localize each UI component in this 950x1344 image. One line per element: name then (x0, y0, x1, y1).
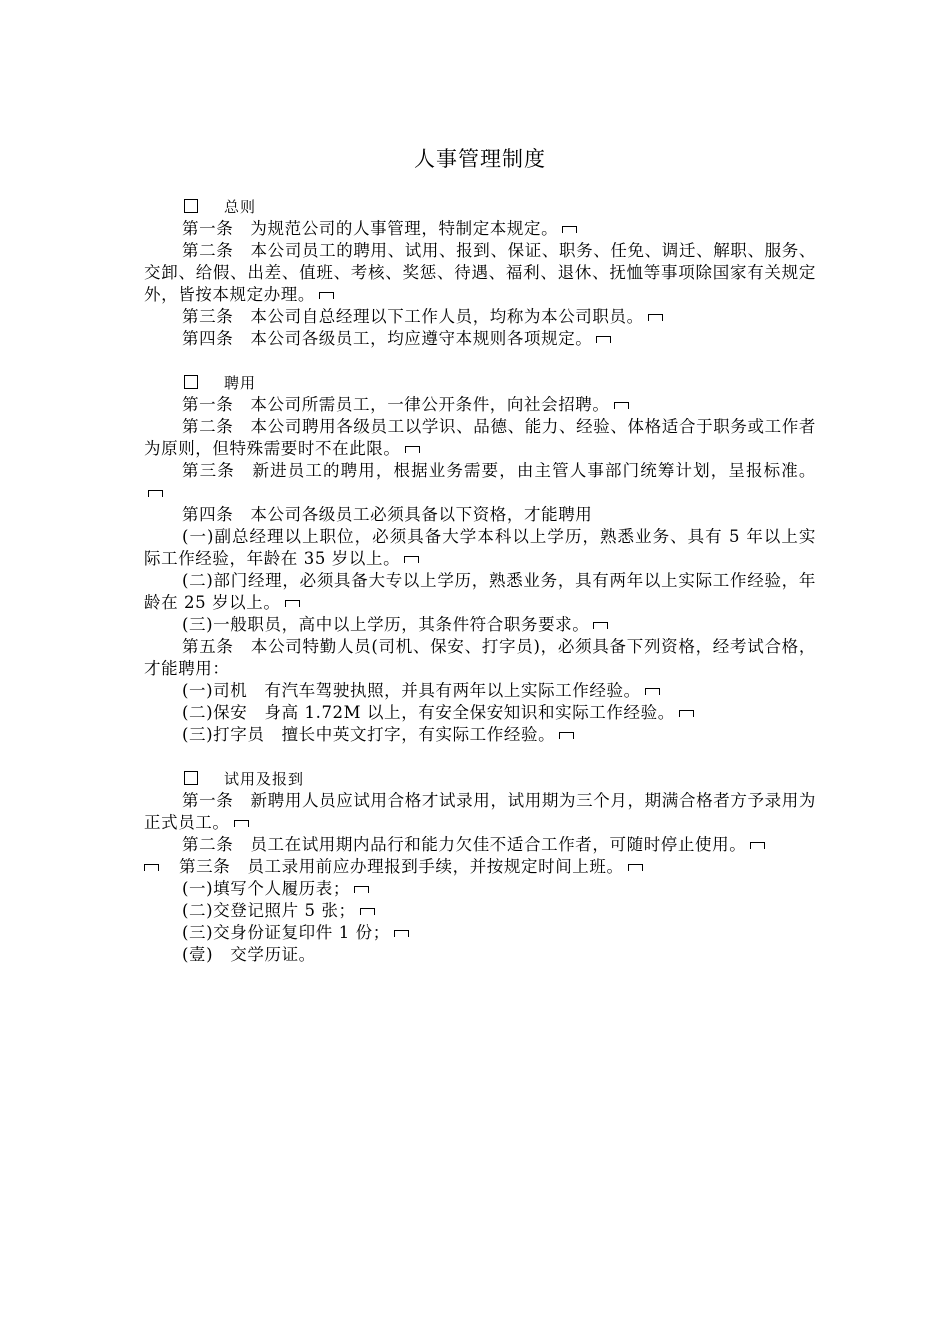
paragraph-mark-icon (144, 864, 159, 871)
article-text: (一)填写个人履历表； (182, 879, 350, 898)
paragraph-mark-icon (405, 446, 420, 453)
paragraph-mark-icon (360, 908, 375, 915)
paragraph-mark-icon (614, 402, 629, 409)
checkbox-square-icon (184, 199, 198, 213)
article-paragraph (144, 460, 816, 504)
section-heading (144, 768, 816, 790)
paragraph-mark-icon (628, 864, 643, 871)
section-heading (144, 196, 816, 218)
checkbox-square-icon (184, 375, 198, 389)
article-text: 第四条 本公司各级员工必须具备以下资格，才能聘用 (182, 505, 593, 524)
article-paragraph (144, 856, 816, 878)
article-text: 第一条 为规范公司的人事管理，特制定本规定。 (182, 219, 559, 238)
article-paragraph (144, 416, 816, 460)
document-page (144, 140, 816, 966)
section (144, 196, 816, 350)
article-text: 第三条 员工录用前应办理报到手续，并按规定时间上班。 (179, 857, 624, 876)
article-text: (二)部门经理，必须具备大专以上学历，熟悉业务，具有两年以上实际工作经验，年龄在 25 岁以上。 (144, 571, 816, 612)
article-paragraph (144, 900, 816, 922)
article-paragraph (144, 394, 816, 416)
article-paragraph (144, 922, 816, 944)
article-text: (一)副总经理以上职位，必须具备大学本科以上学历，熟悉业务、具有 5 年以上实际工作经验，年龄在 35 岁以上。 (144, 527, 816, 568)
paragraph-mark-icon (559, 732, 574, 739)
article-text: (壹) 交学历证。 (182, 945, 316, 964)
article-paragraph (144, 834, 816, 856)
paragraph-mark-icon (285, 600, 300, 607)
article-paragraph (144, 526, 816, 570)
article-text: 第二条 员工在试用期内品行和能力欠佳不适合工作者，可随时停止使用。 (182, 835, 747, 854)
article-text: 第三条 新进员工的聘用，根据业务需要，由主管人事部门统筹计划，呈报标准。 (182, 461, 816, 480)
section-heading-text: 总则 (224, 198, 257, 216)
document-title: 人事管理制度 (414, 147, 546, 171)
paragraph-mark-icon (148, 490, 163, 497)
paragraph-mark-icon (596, 336, 611, 343)
article-text: (三)打字员 擅长中英文打字，有实际工作经验。 (182, 725, 556, 744)
paragraph-mark-icon (354, 886, 369, 893)
article-paragraph (144, 636, 816, 680)
article-text: (二)交登记照片 5 张； (182, 901, 356, 920)
article-text: 第一条 本公司所需员工，一律公开条件，向社会招聘。 (182, 395, 610, 414)
article-paragraph (144, 702, 816, 724)
checkbox-square-icon (184, 771, 198, 785)
section (144, 372, 816, 746)
article-paragraph (144, 878, 816, 900)
section-heading-text: 试用及报到 (224, 770, 305, 788)
article-text: 第二条 本公司聘用各级员工以学识、品德、能力、经验、体格适合于职务或工作者为原则，但特殊需要时不在此限。 (144, 417, 816, 458)
article-text: 第二条 本公司员工的聘用、试用、报到、保证、职务、任免、调迁、解职、服务、交卸、给假、出差、值班、考核、奖惩、待遇、福利、退休、抚恤等事项除国家有关规定外，皆按本规定办理。 (144, 241, 816, 304)
article-text: (三)一般职员，高中以上学历，其条件符合职务要求。 (182, 615, 590, 634)
article-paragraph (144, 570, 816, 614)
article-paragraph (144, 218, 816, 240)
article-paragraph (144, 504, 816, 526)
paragraph-mark-icon (593, 622, 608, 629)
article-text: 第四条 本公司各级员工，均应遵守本规则各项规定。 (182, 329, 593, 348)
paragraph-mark-icon (404, 556, 419, 563)
article-paragraph (144, 328, 816, 350)
article-paragraph (144, 790, 816, 834)
article-text: 第五条 本公司特勤人员(司机、保安、打字员)，必须具备下列资格，经考试合格，才能聘用： (144, 637, 816, 678)
paragraph-mark-icon (645, 688, 660, 695)
article-text: (一)司机 有汽车驾驶执照，并具有两年以上实际工作经验。 (182, 681, 641, 700)
section-heading-text: 聘用 (224, 374, 257, 392)
paragraph-mark-icon (562, 226, 577, 233)
section-heading (144, 372, 816, 394)
article-paragraph (144, 614, 816, 636)
article-text: (二)保安 身高 1.72M 以上，有安全保安知识和实际工作经验。 (182, 703, 675, 722)
article-paragraph (144, 240, 816, 306)
article-paragraph (144, 724, 816, 746)
paragraph-mark-icon (234, 820, 249, 827)
section (144, 768, 816, 966)
article-text: (三)交身份证复印件 1 份； (182, 923, 390, 942)
document-body (144, 196, 816, 966)
paragraph-mark-icon (394, 930, 409, 937)
article-paragraph (144, 944, 816, 966)
article-paragraph (144, 306, 816, 328)
paragraph-mark-icon (750, 842, 765, 849)
article-text: 第三条 本公司自总经理以下工作人员，均称为本公司职员。 (182, 307, 644, 326)
article-paragraph (144, 680, 816, 702)
paragraph-mark-icon (648, 314, 663, 321)
paragraph-mark-icon (319, 292, 334, 299)
article-text: 第一条 新聘用人员应试用合格才试录用，试用期为三个月，期满合格者方予录用为正式员工。 (144, 791, 816, 832)
paragraph-mark-icon (679, 710, 694, 717)
